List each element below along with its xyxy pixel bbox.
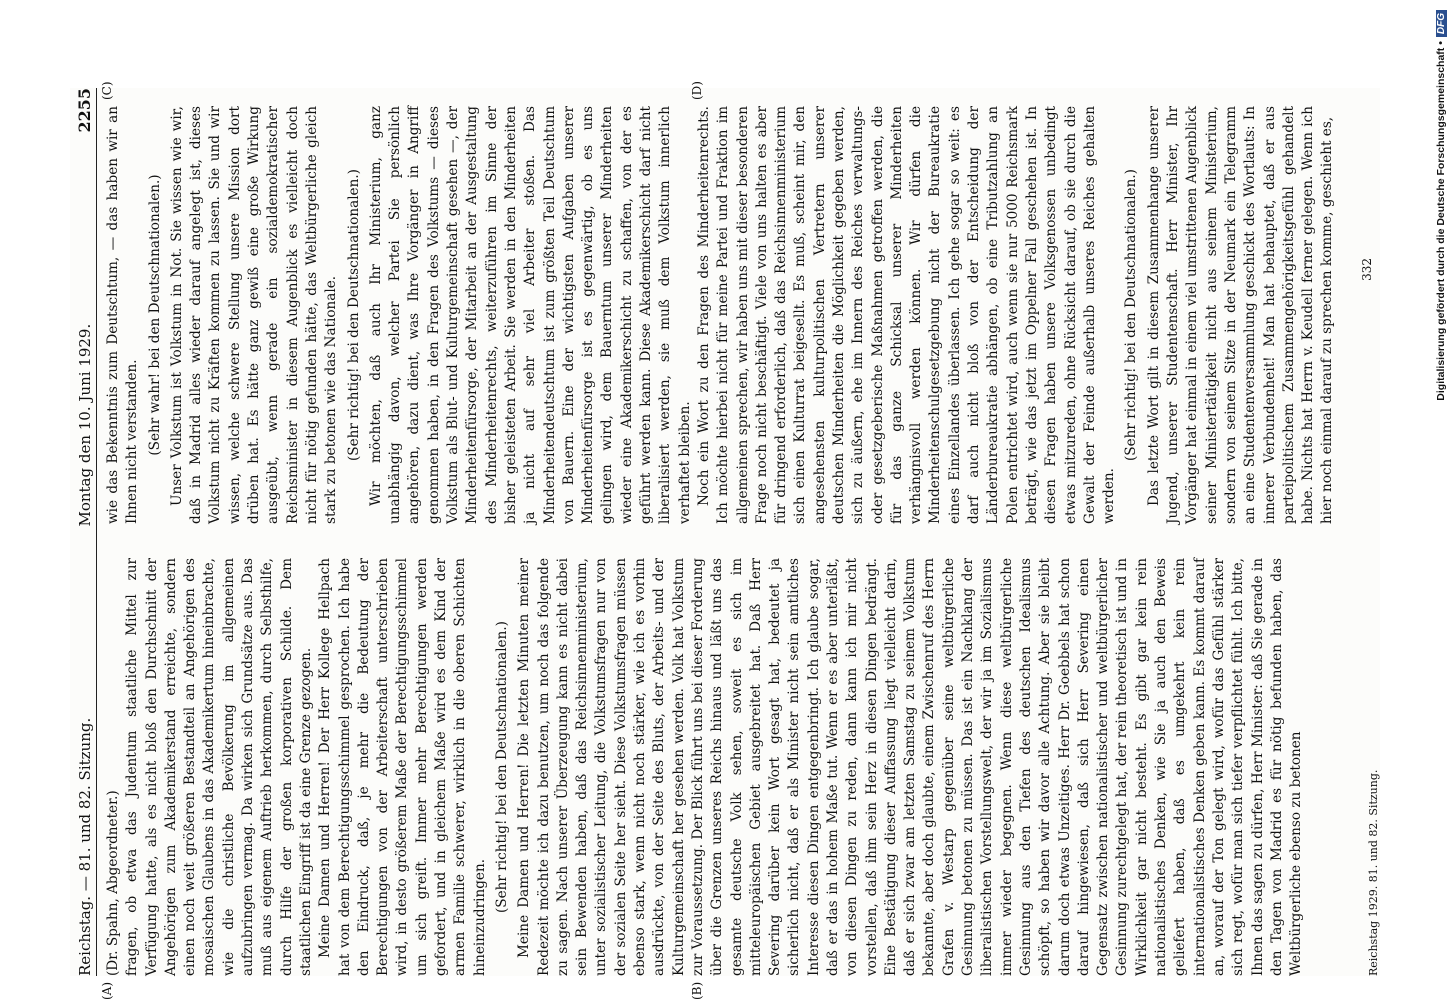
paragraph: Unser Volkstum ist Volkstum in Not. Sie wissen wie wir, daß in Madrid alles wieder darauf angelegt ist, dieses Volkstum nicht zu Kräften kommen zu lassen. Sie und wir wissen, welche schwere Stellung unsere Mission dort drüben hat. Es hätte ganz gewiß eine große Wirkung ausgeübt, wenn gerade ein sozialdemokratischer Reichsminister in diesem Augenblick es vielleicht doch nicht für nötig gefunden hätte, das Weltbürgerliche gleich stark zu betonen wie das Nationale. xyxy=(168,106,340,524)
paragraph: wie das Bekenntnis zum Deutschtum, — das haben wir an Ihnen nicht verstanden. xyxy=(105,106,141,524)
paragraph: Meine Damen und Herren! Der Herr Kollege Hellpach hat von dem Berechtigungsschimmel gesprochen. Ich habe den Eindruck, daß, je mehr die Bedeutung der Berechtigungen von der Arbeiterschaft unterschrieben wird, in desto größerem Maße der Berechtigungsschimmel um sich greift. Immer mehr Berechtigungen werden gefordert, und in gleichem Maße wird es dem Kind der armen Familie schwerer, wirklich in die oberen Schichten hineinzudringen. xyxy=(317,558,488,976)
right-column xyxy=(104,106,1344,524)
dfg-logo: DFG xyxy=(1436,10,1447,37)
rotated-page xyxy=(70,81,1380,1000)
interjection: (Sehr richtig! bei den Deutschnationalen.) xyxy=(1123,169,1140,461)
margin-mark-c: (C) xyxy=(100,81,114,100)
margin-mark-b: (B) xyxy=(690,981,704,1000)
sheet-signature: 332 xyxy=(1360,258,1374,281)
footer-left: Reichstag 1929. 81. und 82. Sitzung. xyxy=(1367,769,1380,976)
page-number: 2255 xyxy=(75,88,94,133)
credit-text: Digitalisierung gefördert durch die Deutsche Forschungsgemeinschaft • xyxy=(1435,41,1447,401)
paragraph: (Dr. Spahn, Abgeordneter.) xyxy=(105,790,121,976)
header-date: Montag den 10. Juni 1929. xyxy=(76,323,94,527)
paragraph: Meine Damen und Herren! Die letzten Minuten meiner Redezeit möchte ich dazu benutzen, um noch das folgende zu sagen. Nach unserer Überzeugung kann es nicht dabei sein Bewenden haben, daß das Reichsinnenministerium, unter sozialistischer Leitung, die Volkstumsfragen nur von der sozialen Seite her sieht. Diese Volkstumsfragen müssen ebenso stark, wenn nicht noch stärker, wie ich es vorhin ausdrückte, von der Seite des Bluts, der Arbeits- und der Kulturgemeinschaft her gesehen werden. Volk hat Volkstum zur Voraussetzung. Der Blick führt uns bei dieser Forderung über die Grenzen unseres Reichs hinaus und läßt uns das gesamte deutsche Volk sehen, soweit es sich im mitteleuropäischen Gebiet ausgebreitet hat. Daß Herr Severing darüber kein Wort gesagt hat, bedeutet ja sicherlich nicht, daß er als Minister nicht sein amtliches Interesse diesen Dingen entgegenbringt. Ich glaube sogar, daß er das in hohem Maße tut. Wenn er es aber unterläßt, von diesen Dingen zu reden, dann kann ich mir nicht vorstellen, daß ihm sein Herz in diesen Dingen bedrängt. Eine Bestätigung dieser Auffassung liegt vielleicht darin, daß er sich zwar am letzten Samstag zu seinem Volkstum bekannte, aber doch glaubte, einem Zwischenruf des Herrn Grafen v. Westarp gegenüber seine weltbürgerliche Gesinnung betonen zu müssen. Das ist ein Nachklang der liberalistischen Vorstellungswelt, der wir ja im Sozialismus immer wieder begegnen. Wenn diese weltbürgerliche Gesinnung aus den Tiefen des deutschen Idealismus schöpft, so haben wir davor alle Achtung. Aber sie bleibt darum doch etwas Unzeitiges. Herr Dr. Goebbels hat schon darauf hingewiesen, daß sich Herr Severing einen Gegensatz zwischen nationalistischer und weltbürgerlicher Gesinnung zurechtgelegt hat, der rein theoretisch ist und in Wirklichkeit gar nicht besteht. Es gibt gar kein rein nationalistisches Denken, wie Sie ja auch den Beweis geliefert haben, daß es umgekehrt kein rein internationalistisches Denken geben kann. Es kommt darauf an, worauf der Ton gelegt wird, wofür das Gefühl stärker sich regt, wofür man sich tiefer verpflichtet fühlt. Ich bitte, Ihnen das sagen zu dürfen, Herr Minister: daß Sie gerade in den Tagen von Madrid es für nötig befunden haben, das Weltbürgerliche ebenso zu betonen xyxy=(516,558,1305,976)
header-left: Reichstag. — 81. und 82. Sitzung. xyxy=(76,717,94,976)
left-column xyxy=(104,558,1344,976)
margin-mark-a: (A) xyxy=(100,981,114,1000)
paragraph: Das letzte Wort gilt in diesem Zusammenhange unserer Jugend, unserer Studentenschaft. Herr Minister, Ihr Vorgänger hat einmal in einem viel umstrittenen Augenblick seiner Ministertätigkeit nicht aus seinem Ministerium, sondern von seinem Sitze in der Neumark ein Telegramm an eine Studentenversammlung geschickt des Wortlauts: In innerer Verbundenheit! Man hat behauptet, daß er aus parteipolitischem Zusammengehörigkeitsgefühl gehandelt habe. Nichts hat Herrn v. Keudell ferner gelegen. Wenn ich hier noch einmal darauf zu sprechen komme, geschieht es, xyxy=(1145,106,1336,524)
digitization-credit xyxy=(1408,10,1447,990)
interjection: (Sehr wahr! bei den Deutschnationalen.) xyxy=(146,174,163,456)
interjection: (Sehr richtig! bei den Deutschnationalen.) xyxy=(493,621,510,913)
paragraph: Wir möchten, daß auch Ihr Ministerium, ganz unabhängig davon, welcher Partei Sie persönlich angehören, dazu dient, was Ihre Vorgänger in Angriff genommen haben, in den Fragen des Volkstums — dieses Volkstum als Blut- und Kulturgemeinschaft gesehen —, der Minderheitenfürsorge, der Mitarbeit an der Ausgestaltung des Minderheitenrechts, weiterzuführen im Sinne der bisher geleisteten Arbeit. Sie werden in den Minderheiten ja nicht auf sehr viel Arbeiter stoßen. Das Minderheitendeutschtum ist zum größten Teil Deutschtum von Bauern. Eine der wichtigsten Aufgaben unserer Minderheitenfürsorge ist es gegenwärtig, ob es uns gelingen wird, dem Bauerntum unserer Minderheiten wieder eine Akademikerschicht zu schaffen, von der es geführt werden kann. Diese Akademikerschicht darf nicht liberalisiert werden, sie muß dem Volkstum innerlich verhaftet bleiben. xyxy=(367,106,693,524)
margin-mark-d: (D) xyxy=(690,81,704,100)
running-header xyxy=(70,88,97,976)
paragraph: fragen, ob etwa das Judentum staatliche Mittel zur Verfügung hatte, als es nicht bloß den Durchschnitt der Angehörigen zum Akademikerstand erreichte, sondern einen noch weit größeren Bestandteil an Angehörigen des mosaischen Glaubens in das Akademikertum hineinbrachte, wie die christliche Bevölkerung im allgemeinen aufzubringen vermag. Da wirken sich Grundsätze aus. Das muß aus eigenem Auftrieb herkommen, durch Selbsthilfe, durch Hilfe der großen korporativen Schilde. Dem staatlichen Eingriff ist da eine Grenze gezogen. xyxy=(124,558,314,976)
interjection: (Sehr richtig! bei den Deutschnationalen.) xyxy=(345,169,362,461)
paragraph: Noch ein Wort zu den Fragen des Minderheitenrechts. Ich möchte hierbei nicht für meine Partei und Fraktion im allgemeinen sprechen, wir haben uns mit dieser besonderen Frage noch nicht beschäftigt. Viele von uns halten es aber für dringend erforderlich, daß das Reichsinnenministerium sich einen Kulturrat beigesellt. Es muß, scheint mir, den angesehensten kulturpolitischen Vertretern unserer deutschen Minderheiten die Möglichkeit gegeben werden, sich zu äußern, ehe im Innern des Reiches verwaltungs- oder gesetzgeberische Maßnahmen getroffen werden, die für das ganze Schicksal unserer Minderheiten verhängnisvoll werden können. Wir dürfen die Minderheitenschulgesetzgebung nicht der Bureaukratie eines Einzellandes überlassen. Ich gehe sogar so weit: es darf auch nicht bloß von der Entscheidung der Länderbureaukratie abhängen, ob eine Tributzahlung an Polen entrichtet wird, auch wenn sie nur 5000 Reichsmark beträgt, wie das jetzt im Oppelner Fall geschehen ist. In diesen Fragen haben unsere Volksgenossen unbedingt etwas mitzureden, ohne Rücksicht darauf, ob sie durch die Gewalt der Feinde außerhalb unseres Reiches gehalten werden. xyxy=(695,106,1118,524)
